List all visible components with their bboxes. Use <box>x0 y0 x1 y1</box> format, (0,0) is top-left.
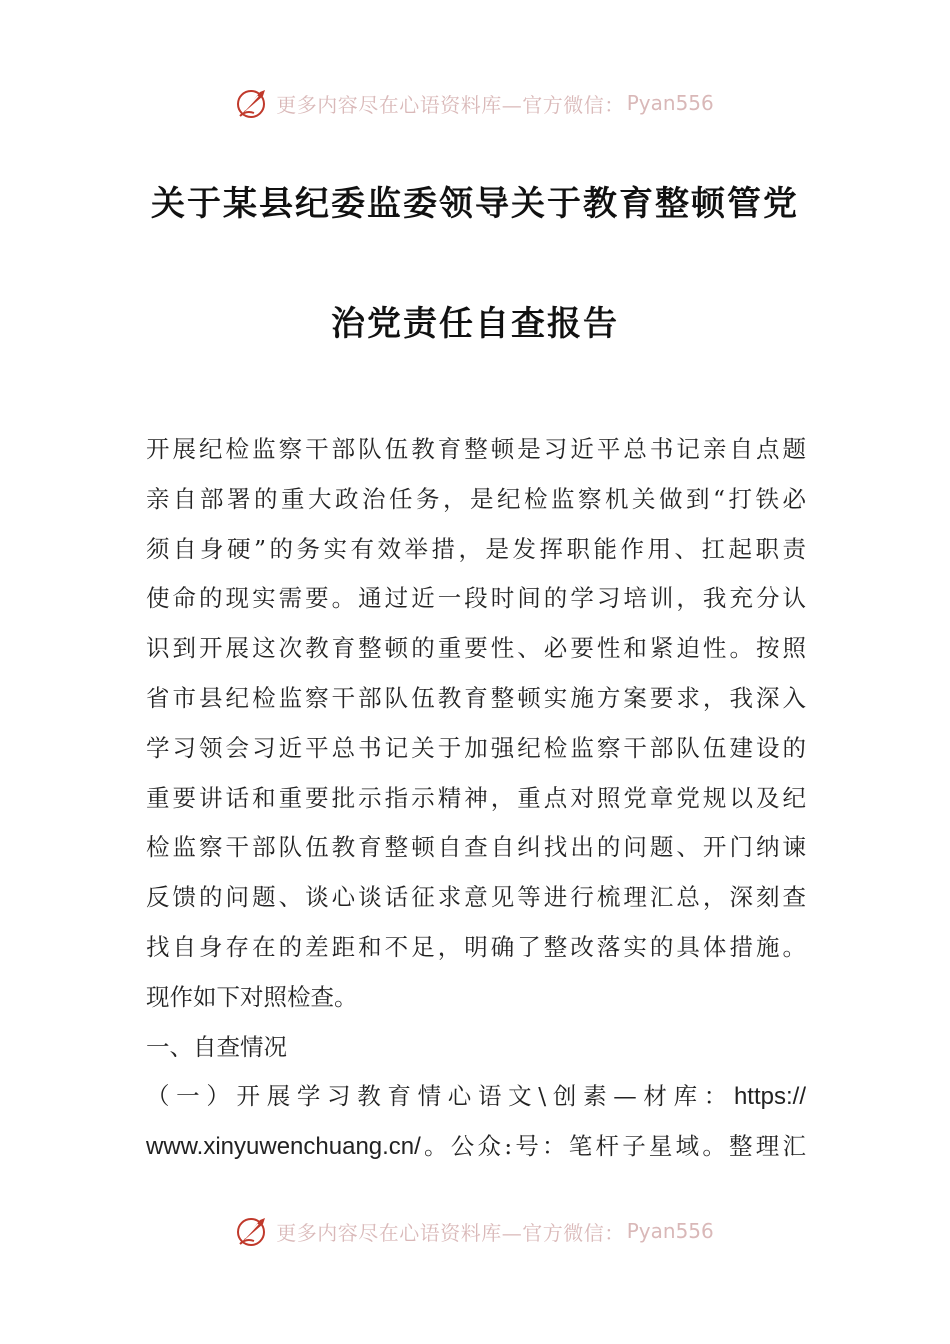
banner-text: 更多内容尽在心语资料库—官方微信： <box>276 92 625 117</box>
paragraph-line: 重要讲话和重要批示指示精神，重点对照党章党规以及纪 <box>146 783 806 812</box>
section-heading: 一、自查情况 <box>146 1032 287 1061</box>
header-banner <box>0 83 950 123</box>
paragraph-line: 现作如下对照检查。 <box>146 982 358 1011</box>
document-title-line-1: 关于某县纪委监委领导关于教育整顿管党 <box>151 184 799 224</box>
paragraph-line: 学习领会习近平总书记关于加强纪检监察干部队伍建设的 <box>146 733 806 762</box>
subsection-url[interactable]: https:// <box>733 1083 806 1111</box>
banner-wechat-id: Pyan556 <box>626 91 714 115</box>
document-body <box>146 425 806 1172</box>
subsection-line <box>146 1072 806 1122</box>
paragraph-line: 须自身硬”的务实有效举措，是发挥职能作用、扛起职责 <box>146 534 806 563</box>
paragraph-line: 使命的现实需要。通过近一段时间的学习培训，我充分认 <box>146 584 806 613</box>
paragraph-line: 亲自部署的重大政治任务，是纪检监察机关做到“打铁必 <box>146 484 806 513</box>
paragraph-line: 反馈的问题、谈心谈话征求意见等进行梳理汇总，深刻查 <box>146 883 806 912</box>
footer-banner <box>0 1211 950 1251</box>
url-line <box>146 1122 806 1172</box>
url-line-text: 。公众:号：笔杆子星域。整理汇 <box>420 1132 806 1161</box>
subsection-text: （一）开展学习教育情心语文\创素—材库： <box>146 1082 734 1111</box>
website-url[interactable]: www.xinyuwenchuang.cn/ <box>146 1133 421 1161</box>
paragraph-line: 省市县纪检监察干部队伍教育整顿实施方案要求，我深入 <box>146 683 806 712</box>
quill-pen-logo-icon <box>236 86 270 120</box>
paragraph-line: 找自身存在的差距和不足，明确了整改落实的具体措施。 <box>146 932 806 961</box>
paragraph-line: 检监察干部队伍教育整顿自查自纠找出的问题、开门纳谏 <box>146 833 806 862</box>
document-title-line-2: 治党责任自查报告 <box>331 304 619 344</box>
quill-pen-logo-icon <box>236 1214 270 1248</box>
banner-wechat-id: Pyan556 <box>626 1219 714 1243</box>
paragraph-line: 开展纪检监察干部队伍教育整顿是习近平总书记亲自点题 <box>146 435 806 463</box>
paragraph-line: 识到开展这次教育整顿的重要性、必要性和紧迫性。按照 <box>146 634 806 663</box>
banner-text: 更多内容尽在心语资料库—官方微信： <box>276 1220 625 1245</box>
